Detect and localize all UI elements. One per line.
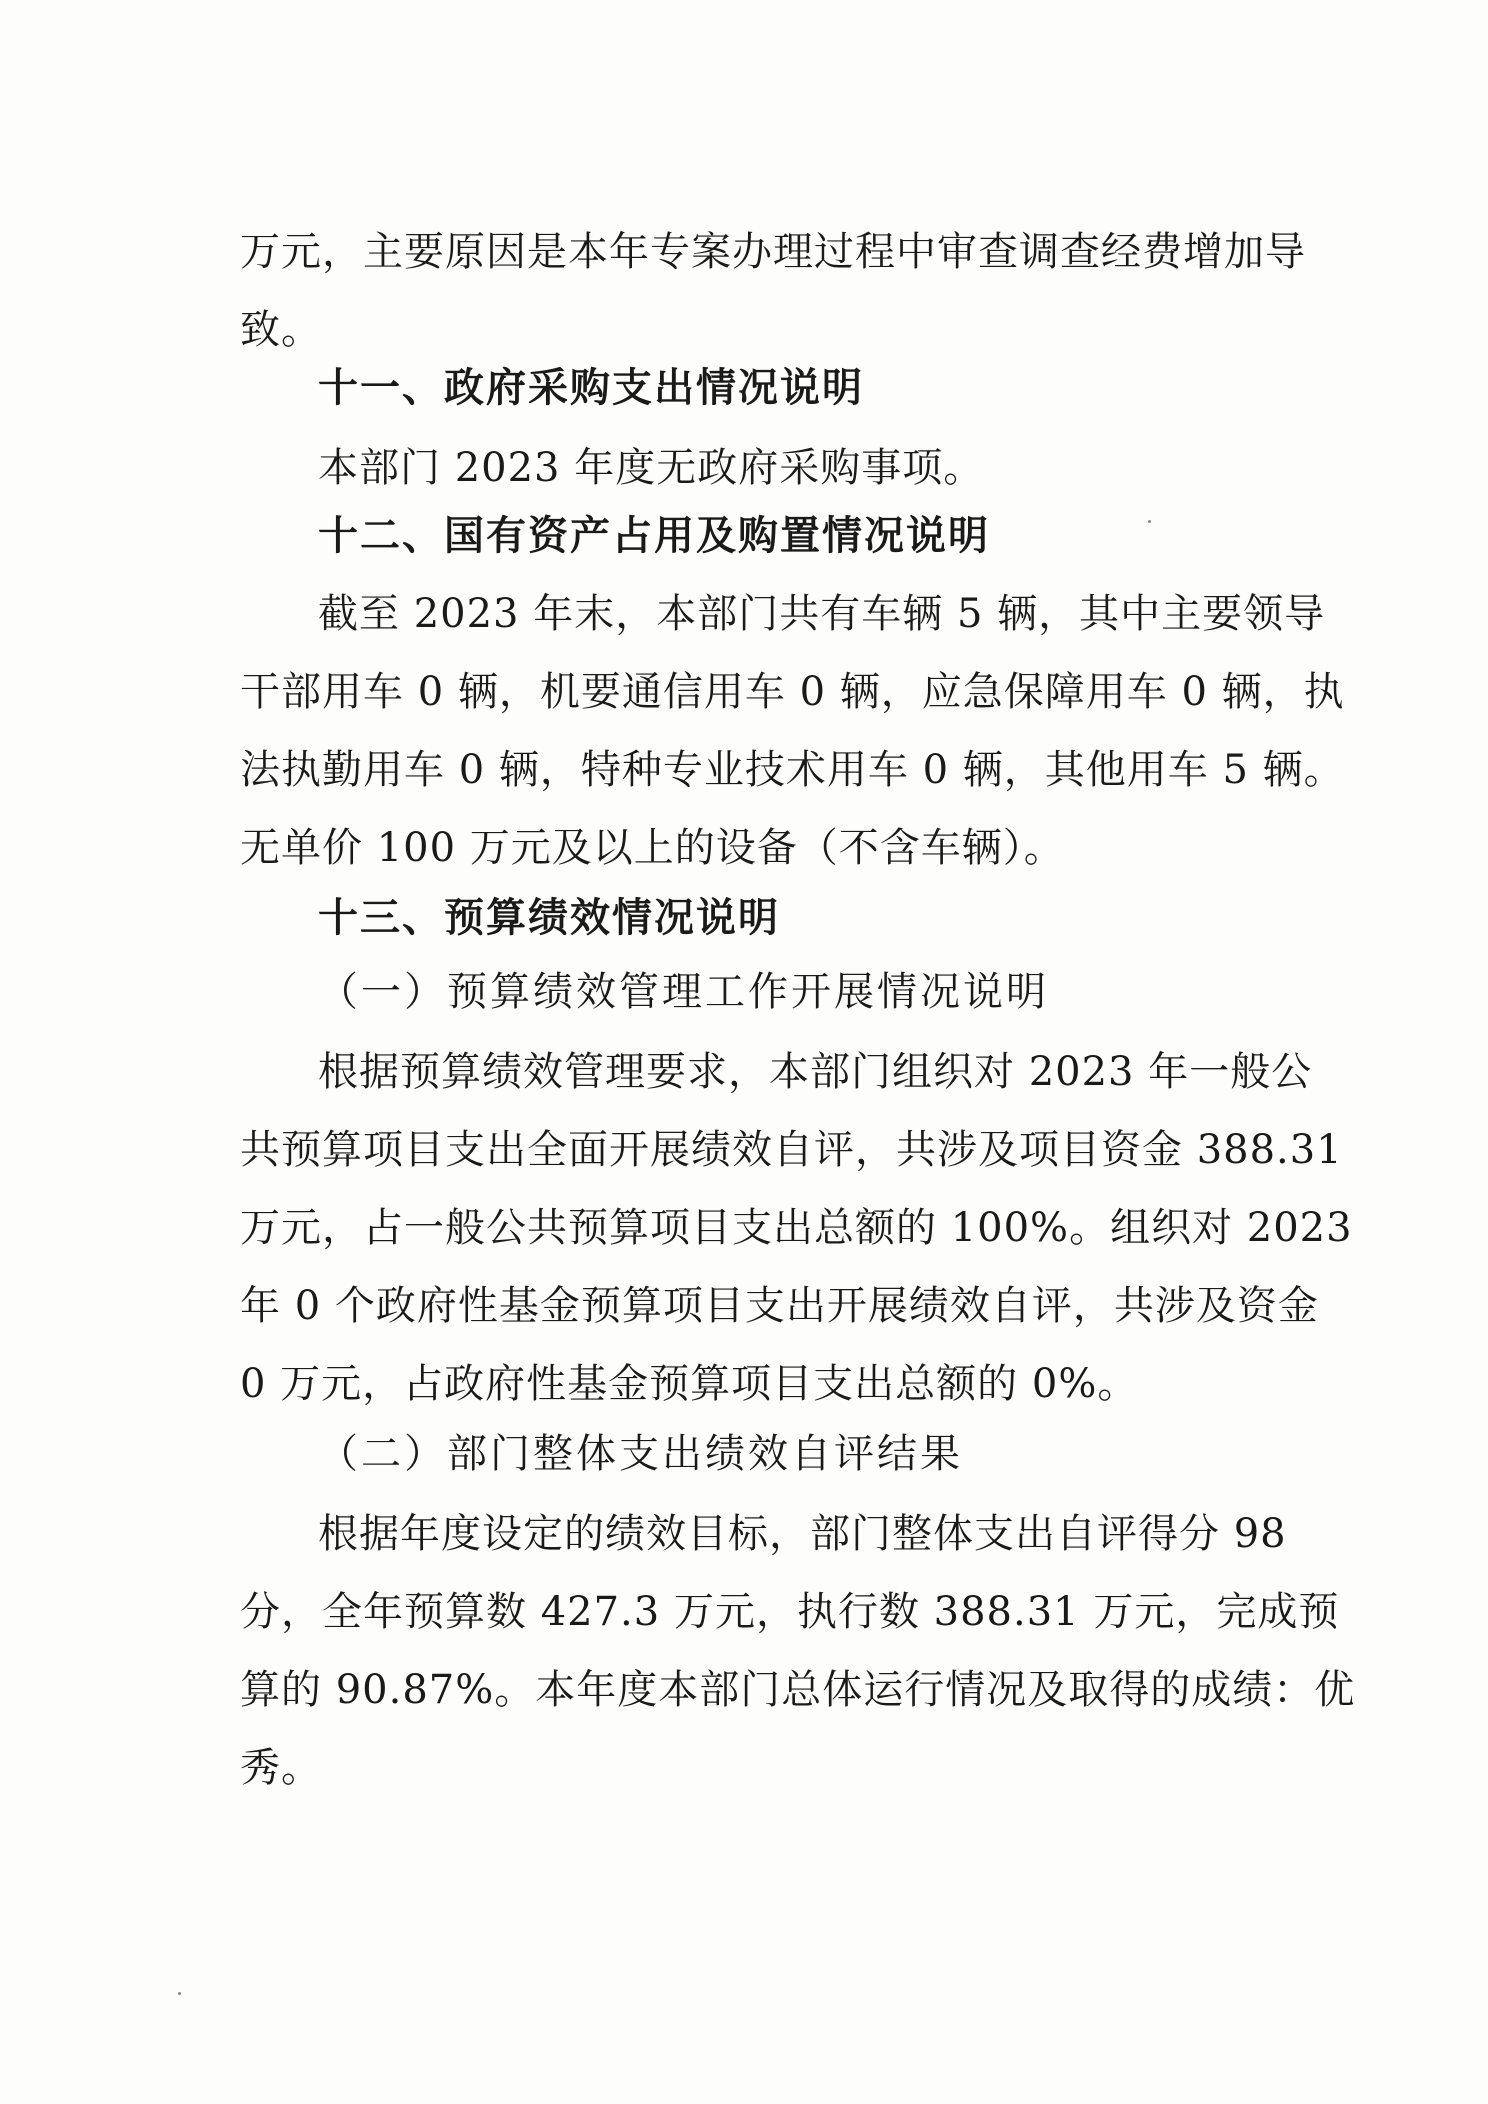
paragraph-line: 秀。 [240,1745,322,1791]
paragraph-line: 本部门 2023 年度无政府采购事项。 [318,445,985,491]
scan-speck [1148,520,1151,523]
section-heading-11: 十一、政府采购支出情况说明 [318,365,864,411]
paragraph-line: 根据预算绩效管理要求，本部门组织对 2023 年一般公 [318,1049,1313,1095]
paragraph-line: 年 0 个政府性基金预算项目支出开展绩效自评，共涉及资金 [240,1283,1319,1329]
paragraph-line: 算的 90.87%。本年度本部门总体运行情况及取得的成绩：优 [240,1667,1356,1713]
paragraph-line: 截至 2023 年末，本部门共有车辆 5 辆，其中主要领导 [318,591,1326,637]
section-heading-13: 十三、预算绩效情况说明 [318,895,780,941]
paragraph-line: 根据年度设定的绩效目标，部门整体支出自评得分 98 [318,1511,1287,1557]
paragraph-line: 法执勤用车 0 辆，特种专业技术用车 0 辆，其他用车 5 辆。 [240,747,1345,793]
paragraph-line: 致。 [240,307,322,353]
paragraph-line: 共预算项目支出全面开展绩效自评，共涉及项目资金 388.31 [240,1127,1343,1173]
section-heading-12: 十二、国有资产占用及购置情况说明 [318,513,990,559]
paragraph-line: 万元，占一般公共预算项目支出总额的 100%。组织对 2023 [240,1205,1353,1251]
paragraph-line: 0 万元，占政府性基金预算项目支出总额的 0%。 [240,1361,1139,1407]
paragraph-line: 无单价 100 万元及以上的设备（不含车辆）。 [240,825,1065,871]
scan-speck [178,1992,181,1995]
subsection-heading-1: （一）预算绩效管理工作开展情况说明 [318,969,1049,1015]
paragraph-line: 万元，主要原因是本年专案办理过程中审查调查经费增加导 [240,229,1306,275]
paragraph-line: 干部用车 0 辆，机要通信用车 0 辆，应急保障用车 0 辆，执 [240,669,1345,715]
paragraph-line: 分，全年预算数 427.3 万元，执行数 388.31 万元，完成预 [240,1589,1340,1635]
subsection-heading-2: （二）部门整体支出绩效自评结果 [318,1431,963,1477]
